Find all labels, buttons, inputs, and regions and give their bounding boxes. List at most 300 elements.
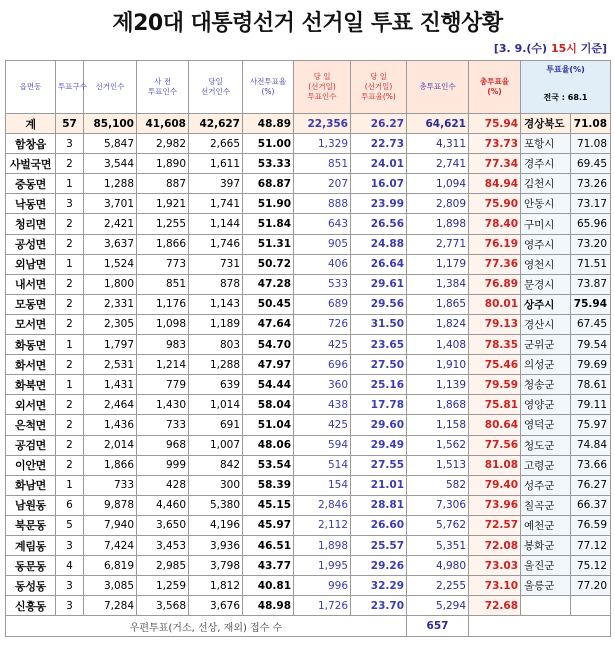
table-row bbox=[6, 214, 611, 234]
cell-day-electors: 731 bbox=[189, 254, 243, 274]
cell-total-voters: 4,980 bbox=[407, 556, 469, 576]
cell-pre: 1,890 bbox=[137, 154, 189, 174]
cell-day-voters: 438 bbox=[294, 395, 351, 415]
cell-pre: 1,255 bbox=[137, 214, 189, 234]
header-total-voters: 총투표인수 bbox=[407, 61, 469, 114]
table-row bbox=[6, 154, 611, 174]
cell-pre-rate: 51.90 bbox=[243, 194, 294, 214]
header-region-label: 투표율(%) bbox=[546, 65, 585, 74]
cell-total-rate: 73.03 bbox=[469, 556, 521, 576]
cell-day-rate: 24.88 bbox=[351, 234, 407, 254]
cell-day-electors: 3,676 bbox=[189, 596, 243, 616]
cell-day-rate: 26.60 bbox=[351, 515, 407, 535]
cell-region-name: 영덕군 bbox=[521, 415, 571, 435]
header-total-rate: 총투표율 (%) bbox=[469, 61, 521, 114]
cell-count: 2 bbox=[56, 455, 84, 475]
cell-day-electors: 42,627 bbox=[189, 114, 243, 134]
table-row bbox=[6, 475, 611, 495]
cell-day-electors: 1,189 bbox=[189, 314, 243, 334]
cell-pre-rate: 45.15 bbox=[243, 495, 294, 515]
cell-electors: 2,331 bbox=[84, 294, 137, 314]
cell-day-rate: 32.29 bbox=[351, 576, 407, 596]
header-day-voters: 당 일 (선거일) 투표인수 bbox=[294, 61, 351, 114]
cell-region-rate: 79.54 bbox=[571, 335, 611, 355]
cell-total-rate: 79.13 bbox=[469, 314, 521, 334]
cell-day-voters: 533 bbox=[294, 274, 351, 294]
cell-day-electors: 1,741 bbox=[189, 194, 243, 214]
cell-region-rate: 66.37 bbox=[571, 495, 611, 515]
cell-day-electors: 4,196 bbox=[189, 515, 243, 535]
cell-day-rate: 22.73 bbox=[351, 134, 407, 154]
cell-electors: 1,524 bbox=[84, 254, 137, 274]
cell-name: 동성동 bbox=[6, 576, 56, 596]
cell-electors: 3,544 bbox=[84, 154, 137, 174]
cell-region-rate: 71.51 bbox=[571, 254, 611, 274]
cell-region-rate: 65.96 bbox=[571, 214, 611, 234]
cell-count: 2 bbox=[56, 415, 84, 435]
cell-pre-rate: 54.44 bbox=[243, 375, 294, 395]
cell-total-rate: 79.40 bbox=[469, 475, 521, 495]
cell-count: 57 bbox=[56, 114, 84, 134]
cell-day-voters: 905 bbox=[294, 234, 351, 254]
cell-region-rate: 73.26 bbox=[571, 174, 611, 194]
cell-day-rate: 29.60 bbox=[351, 415, 407, 435]
cell-name: 중동면 bbox=[6, 174, 56, 194]
cell-total-rate: 73.10 bbox=[469, 576, 521, 596]
cell-total-rate: 73.73 bbox=[469, 134, 521, 154]
cell-total-voters: 64,621 bbox=[407, 114, 469, 134]
cell-pre: 1,866 bbox=[137, 234, 189, 254]
cell-total-rate: 75.81 bbox=[469, 395, 521, 415]
cell-day-voters: 643 bbox=[294, 214, 351, 234]
cell-total-rate: 73.96 bbox=[469, 495, 521, 515]
cell-pre: 3,568 bbox=[137, 596, 189, 616]
cell-day-rate: 21.01 bbox=[351, 475, 407, 495]
cell-day-rate: 28.81 bbox=[351, 495, 407, 515]
cell-total-rate: 77.56 bbox=[469, 435, 521, 455]
cell-pre-rate: 51.31 bbox=[243, 234, 294, 254]
cell-name: 화남면 bbox=[6, 475, 56, 495]
cell-day-electors: 1,611 bbox=[189, 154, 243, 174]
cell-day-voters: 1,995 bbox=[294, 556, 351, 576]
cell-pre: 851 bbox=[137, 274, 189, 294]
table-row bbox=[6, 134, 611, 154]
cell-day-rate: 16.07 bbox=[351, 174, 407, 194]
cell-total-rate: 76.19 bbox=[469, 234, 521, 254]
cell-pre: 41,608 bbox=[137, 114, 189, 134]
cell-day-voters: 594 bbox=[294, 435, 351, 455]
header-electors: 선거인수 bbox=[84, 61, 137, 114]
cell-pre: 1,921 bbox=[137, 194, 189, 214]
cell-name: 공성면 bbox=[6, 234, 56, 254]
cell-pre-rate: 68.87 bbox=[243, 174, 294, 194]
date-open: [ bbox=[493, 42, 499, 55]
table-row bbox=[6, 596, 611, 616]
cell-day-electors: 878 bbox=[189, 274, 243, 294]
cell-total-voters: 1,562 bbox=[407, 435, 469, 455]
cell-day-rate: 29.61 bbox=[351, 274, 407, 294]
cell-pre: 733 bbox=[137, 415, 189, 435]
cell-name: 외남면 bbox=[6, 254, 56, 274]
cell-total-voters: 7,306 bbox=[407, 495, 469, 515]
cell-total-rate: 80.64 bbox=[469, 415, 521, 435]
cell-count: 3 bbox=[56, 576, 84, 596]
cell-electors: 6,819 bbox=[84, 556, 137, 576]
table-row bbox=[6, 314, 611, 334]
cell-day-rate: 29.49 bbox=[351, 435, 407, 455]
cell-pre-rate: 51.00 bbox=[243, 134, 294, 154]
cell-pre-rate: 53.33 bbox=[243, 154, 294, 174]
cell-day-electors: 3,798 bbox=[189, 556, 243, 576]
table-row bbox=[6, 415, 611, 435]
cell-day-voters: 1,898 bbox=[294, 535, 351, 555]
cell-day-rate: 25.57 bbox=[351, 535, 407, 555]
cell-total-rate: 75.94 bbox=[469, 114, 521, 134]
table-row bbox=[6, 455, 611, 475]
date-value: 3. 9.(수) bbox=[498, 42, 548, 55]
table-row bbox=[6, 435, 611, 455]
cell-count: 6 bbox=[56, 495, 84, 515]
cell-total-voters: 1,513 bbox=[407, 455, 469, 475]
cell-region-name: 칠곡군 bbox=[521, 495, 571, 515]
cell-region-rate: 76.27 bbox=[571, 475, 611, 495]
header-nation-rate: 68.1 bbox=[567, 93, 588, 102]
cell-total-voters: 1,094 bbox=[407, 174, 469, 194]
cell-pre: 999 bbox=[137, 455, 189, 475]
header-count: 투표구수 bbox=[56, 61, 84, 114]
cell-name: 동문동 bbox=[6, 556, 56, 576]
cell-pre-rate: 48.89 bbox=[243, 114, 294, 134]
cell-day-electors: 1,007 bbox=[189, 435, 243, 455]
cell-day-electors: 1,812 bbox=[189, 576, 243, 596]
date-suffix: 기준] bbox=[580, 42, 607, 55]
cell-day-electors: 397 bbox=[189, 174, 243, 194]
cell-name: 내서면 bbox=[6, 274, 56, 294]
cell-day-rate: 26.27 bbox=[351, 114, 407, 134]
cell-pre-rate: 48.06 bbox=[243, 435, 294, 455]
cell-region-name: 고령군 bbox=[521, 455, 571, 475]
cell-electors: 2,305 bbox=[84, 314, 137, 334]
cell-pre: 1,176 bbox=[137, 294, 189, 314]
cell-day-voters: 425 bbox=[294, 415, 351, 435]
cell-day-voters: 888 bbox=[294, 194, 351, 214]
cell-pre: 4,460 bbox=[137, 495, 189, 515]
table-row bbox=[6, 495, 611, 515]
cell-region-name: 예천군 bbox=[521, 515, 571, 535]
cell-day-voters: 154 bbox=[294, 475, 351, 495]
cell-region-rate: 67.45 bbox=[571, 314, 611, 334]
cell-total-voters: 1,865 bbox=[407, 294, 469, 314]
cell-total-voters: 1,824 bbox=[407, 314, 469, 334]
cell-count: 2 bbox=[56, 234, 84, 254]
cell-electors: 1,866 bbox=[84, 455, 137, 475]
cell-day-voters: 851 bbox=[294, 154, 351, 174]
cell-name: 모서면 bbox=[6, 314, 56, 334]
cell-day-electors: 300 bbox=[189, 475, 243, 495]
table-row bbox=[6, 234, 611, 254]
header-day-electors: 당일 선거인수 bbox=[189, 61, 243, 114]
table-row bbox=[6, 535, 611, 555]
cell-region-name: 봉화군 bbox=[521, 535, 571, 555]
cell-region-name: 경산시 bbox=[521, 314, 571, 334]
cell-day-electors: 691 bbox=[189, 415, 243, 435]
cell-day-rate: 26.64 bbox=[351, 254, 407, 274]
cell-total-rate: 72.68 bbox=[469, 596, 521, 616]
cell-count: 1 bbox=[56, 254, 84, 274]
cell-total-rate: 75.46 bbox=[469, 355, 521, 375]
header-row bbox=[6, 61, 611, 114]
cell-region-name: 문경시 bbox=[521, 274, 571, 294]
cell-region-rate: 71.08 bbox=[571, 134, 611, 154]
table-row bbox=[6, 375, 611, 395]
cell-total-rate: 84.94 bbox=[469, 174, 521, 194]
cell-region-name: 청송군 bbox=[521, 375, 571, 395]
cell-total-voters: 1,868 bbox=[407, 395, 469, 415]
cell-pre-rate: 46.51 bbox=[243, 535, 294, 555]
cell-total-voters: 582 bbox=[407, 475, 469, 495]
time-value: 15시 bbox=[550, 42, 577, 55]
cell-day-voters: 726 bbox=[294, 314, 351, 334]
cell-total-voters: 2,771 bbox=[407, 234, 469, 254]
cell-region-rate: 75.97 bbox=[571, 415, 611, 435]
cell-pre: 968 bbox=[137, 435, 189, 455]
cell-name: 화서면 bbox=[6, 355, 56, 375]
cell-region-name: 안동시 bbox=[521, 194, 571, 214]
cell-name: 함창읍 bbox=[6, 134, 56, 154]
cell-region-name: 구미시 bbox=[521, 214, 571, 234]
cell-name: 사벌국면 bbox=[6, 154, 56, 174]
cell-region-name: 영천시 bbox=[521, 254, 571, 274]
cell-count: 2 bbox=[56, 314, 84, 334]
cell-day-voters: 689 bbox=[294, 294, 351, 314]
cell-count: 3 bbox=[56, 596, 84, 616]
cell-pre-rate: 50.72 bbox=[243, 254, 294, 274]
cell-pre-rate: 47.97 bbox=[243, 355, 294, 375]
cell-day-electors: 1,746 bbox=[189, 234, 243, 254]
cell-name: 남원동 bbox=[6, 495, 56, 515]
cell-count: 1 bbox=[56, 335, 84, 355]
cell-total-voters: 1,384 bbox=[407, 274, 469, 294]
cell-day-electors: 2,665 bbox=[189, 134, 243, 154]
cell-name: 이안면 bbox=[6, 455, 56, 475]
cell-day-voters: 2,112 bbox=[294, 515, 351, 535]
cell-pre-rate: 47.28 bbox=[243, 274, 294, 294]
cell-region-rate bbox=[571, 596, 611, 616]
cell-pre-rate: 53.54 bbox=[243, 455, 294, 475]
cell-day-voters: 425 bbox=[294, 335, 351, 355]
cell-electors: 1,431 bbox=[84, 375, 137, 395]
table-row bbox=[6, 395, 611, 415]
cell-name: 외서면 bbox=[6, 395, 56, 415]
cell-day-voters: 696 bbox=[294, 355, 351, 375]
cell-region-rate: 73.20 bbox=[571, 234, 611, 254]
cell-region-name: 김천시 bbox=[521, 174, 571, 194]
cell-region-rate: 79.69 bbox=[571, 355, 611, 375]
cell-pre: 2,982 bbox=[137, 134, 189, 154]
cell-electors: 85,100 bbox=[84, 114, 137, 134]
header-region bbox=[521, 61, 611, 114]
table-row bbox=[6, 194, 611, 214]
cell-region-rate: 71.08 bbox=[571, 114, 611, 134]
turnout-table bbox=[5, 60, 611, 637]
cell-day-voters: 514 bbox=[294, 455, 351, 475]
cell-total-voters: 2,741 bbox=[407, 154, 469, 174]
cell-day-voters: 22,356 bbox=[294, 114, 351, 134]
table-row bbox=[6, 174, 611, 194]
header-day-rate: 당 일 (선거일) 투표율(%) bbox=[351, 61, 407, 114]
cell-total-voters: 4,311 bbox=[407, 134, 469, 154]
cell-electors: 5,847 bbox=[84, 134, 137, 154]
cell-day-rate: 23.99 bbox=[351, 194, 407, 214]
cell-total-voters: 5,294 bbox=[407, 596, 469, 616]
table-row bbox=[6, 274, 611, 294]
cell-electors: 2,014 bbox=[84, 435, 137, 455]
cell-day-rate: 23.65 bbox=[351, 335, 407, 355]
cell-day-rate: 27.55 bbox=[351, 455, 407, 475]
cell-day-rate: 31.50 bbox=[351, 314, 407, 334]
cell-day-electors: 1,014 bbox=[189, 395, 243, 415]
cell-name: 화북면 bbox=[6, 375, 56, 395]
cell-region-name: 상주시 bbox=[521, 294, 571, 314]
cell-total-rate: 72.08 bbox=[469, 535, 521, 555]
cell-total-voters: 1,179 bbox=[407, 254, 469, 274]
cell-total-rate: 77.34 bbox=[469, 154, 521, 174]
cell-electors: 3,701 bbox=[84, 194, 137, 214]
cell-electors: 2,531 bbox=[84, 355, 137, 375]
cell-count: 1 bbox=[56, 475, 84, 495]
cell-region-name: 경상북도 bbox=[521, 114, 571, 134]
cell-pre: 1,098 bbox=[137, 314, 189, 334]
cell-total-rate: 78.40 bbox=[469, 214, 521, 234]
table-row bbox=[6, 556, 611, 576]
cell-region-name bbox=[521, 596, 571, 616]
table-row bbox=[6, 335, 611, 355]
cell-pre-rate: 51.84 bbox=[243, 214, 294, 234]
cell-electors: 1,800 bbox=[84, 274, 137, 294]
header-nation-label: 전국 : bbox=[543, 93, 565, 102]
cell-region-rate: 73.66 bbox=[571, 455, 611, 475]
cell-pre: 3,453 bbox=[137, 535, 189, 555]
cell-total-voters: 2,255 bbox=[407, 576, 469, 596]
cell-day-voters: 207 bbox=[294, 174, 351, 194]
cell-region-name: 울진군 bbox=[521, 556, 571, 576]
cell-region-name: 울릉군 bbox=[521, 576, 571, 596]
cell-total-rate: 78.35 bbox=[469, 335, 521, 355]
cell-day-voters: 1,726 bbox=[294, 596, 351, 616]
footer-label: 우편투표(거소, 선상, 재외) 접수 수 bbox=[6, 616, 407, 637]
cell-region-name: 의성군 bbox=[521, 355, 571, 375]
cell-pre: 1,214 bbox=[137, 355, 189, 375]
cell-pre-rate: 40.81 bbox=[243, 576, 294, 596]
cell-total-voters: 5,762 bbox=[407, 515, 469, 535]
cell-day-electors: 5,380 bbox=[189, 495, 243, 515]
cell-name: 청리면 bbox=[6, 214, 56, 234]
cell-total-rate: 76.89 bbox=[469, 274, 521, 294]
cell-pre: 887 bbox=[137, 174, 189, 194]
cell-total-rate: 81.08 bbox=[469, 455, 521, 475]
cell-pre-rate: 48.98 bbox=[243, 596, 294, 616]
cell-total-voters: 2,809 bbox=[407, 194, 469, 214]
cell-region-name: 청도군 bbox=[521, 435, 571, 455]
cell-day-electors: 842 bbox=[189, 455, 243, 475]
cell-region-rate: 77.12 bbox=[571, 535, 611, 555]
header-pre-rate: 사전투표율 (%) bbox=[243, 61, 294, 114]
cell-day-rate: 27.50 bbox=[351, 355, 407, 375]
cell-pre: 983 bbox=[137, 335, 189, 355]
cell-region-rate: 78.61 bbox=[571, 375, 611, 395]
cell-name: 낙동면 bbox=[6, 194, 56, 214]
cell-pre: 1,430 bbox=[137, 395, 189, 415]
cell-total-voters: 1,158 bbox=[407, 415, 469, 435]
cell-day-voters: 2,846 bbox=[294, 495, 351, 515]
cell-region-rate: 76.59 bbox=[571, 515, 611, 535]
cell-count: 2 bbox=[56, 435, 84, 455]
cell-region-rate: 74.84 bbox=[571, 435, 611, 455]
cell-total-voters: 1,898 bbox=[407, 214, 469, 234]
cell-region-rate: 73.87 bbox=[571, 274, 611, 294]
table-row bbox=[6, 515, 611, 535]
cell-total-voters: 1,910 bbox=[407, 355, 469, 375]
cell-pre-rate: 50.45 bbox=[243, 294, 294, 314]
footer-row bbox=[6, 616, 611, 637]
cell-electors: 2,464 bbox=[84, 395, 137, 415]
table-row bbox=[6, 576, 611, 596]
cell-region-rate: 73.17 bbox=[571, 194, 611, 214]
cell-region-name: 포항시 bbox=[521, 134, 571, 154]
cell-day-rate: 26.56 bbox=[351, 214, 407, 234]
cell-region-rate: 77.20 bbox=[571, 576, 611, 596]
cell-region-name: 군위군 bbox=[521, 335, 571, 355]
cell-electors: 1,797 bbox=[84, 335, 137, 355]
cell-region-rate: 75.94 bbox=[571, 294, 611, 314]
cell-electors: 733 bbox=[84, 475, 137, 495]
cell-pre-rate: 47.64 bbox=[243, 314, 294, 334]
cell-total-rate: 72.57 bbox=[469, 515, 521, 535]
cell-pre-rate: 43.77 bbox=[243, 556, 294, 576]
cell-electors: 7,424 bbox=[84, 535, 137, 555]
cell-region-name: 영양군 bbox=[521, 395, 571, 415]
cell-day-electors: 1,143 bbox=[189, 294, 243, 314]
cell-day-voters: 996 bbox=[294, 576, 351, 596]
cell-day-voters: 360 bbox=[294, 375, 351, 395]
cell-day-electors: 1,144 bbox=[189, 214, 243, 234]
cell-electors: 7,284 bbox=[84, 596, 137, 616]
cell-pre: 428 bbox=[137, 475, 189, 495]
cell-electors: 3,637 bbox=[84, 234, 137, 254]
cell-count: 2 bbox=[56, 294, 84, 314]
cell-name: 북문동 bbox=[6, 515, 56, 535]
cell-count: 3 bbox=[56, 194, 84, 214]
cell-electors: 1,288 bbox=[84, 174, 137, 194]
cell-day-electors: 3,936 bbox=[189, 535, 243, 555]
header-nation bbox=[523, 93, 608, 103]
cell-region-rate: 79.11 bbox=[571, 395, 611, 415]
cell-pre-rate: 58.04 bbox=[243, 395, 294, 415]
cell-region-rate: 75.12 bbox=[571, 556, 611, 576]
cell-name: 계림동 bbox=[6, 535, 56, 555]
cell-total-rate: 79.59 bbox=[469, 375, 521, 395]
cell-region-rate: 69.45 bbox=[571, 154, 611, 174]
cell-pre: 779 bbox=[137, 375, 189, 395]
cell-name: 공검면 bbox=[6, 435, 56, 455]
cell-name: 모동면 bbox=[6, 294, 56, 314]
cell-pre-rate: 58.39 bbox=[243, 475, 294, 495]
header-pre-voters: 사 전 투표인수 bbox=[137, 61, 189, 114]
cell-electors: 3,085 bbox=[84, 576, 137, 596]
cell-count: 3 bbox=[56, 134, 84, 154]
cell-total-rate: 77.36 bbox=[469, 254, 521, 274]
cell-day-voters: 406 bbox=[294, 254, 351, 274]
